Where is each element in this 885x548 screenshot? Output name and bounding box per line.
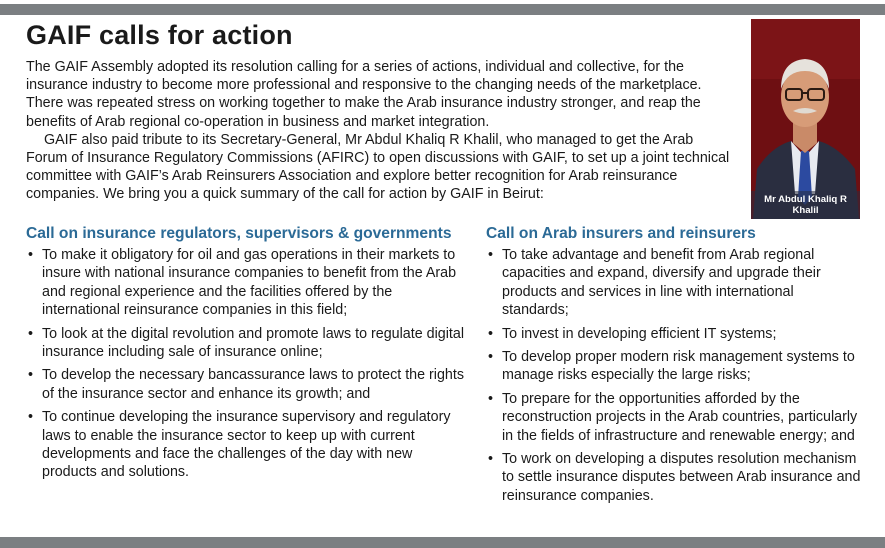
regulators-column [26,226,466,487]
insurers-list [486,246,862,505]
top-border-bar [0,4,885,15]
regulators-list [26,246,466,482]
list-item: • To develop proper modern risk management systems to manage risks especially the large risks; [486,348,862,385]
article-title: GAIF calls for action [26,20,293,50]
portrait-photo [751,19,860,219]
list-item: • To make it obligatory for oil and gas operations in their markets to insure with national insurance companies to benefit from the Arab and regional experience and the facilities offered by the international reinsurance companies in this field; [26,246,466,320]
regulators-heading: Call on insurance regulators, supervisors & governments [26,225,452,242]
portrait-illustration [751,19,860,219]
list-item: • To develop the necessary bancassurance laws to protect the rights of the insurance sector and enhance its growth; and [26,366,466,403]
list-item: • To work on developing a disputes resolution mechanism to settle insurance disputes between Arab insurance and reinsurance companies. [486,450,862,505]
article-intro [26,58,738,204]
list-item: • To invest in developing efficient IT systems; [486,325,862,343]
intro-paragraph-1: The GAIF Assembly adopted its resolution calling for a series of actions, individual and collective, for the insurance industry to become more professional and responsive to the changing needs of the marketplace. There was repeated stress on working together to make the Arab insurance industry stronger, and reap the benefits of Arab regional co-operation in business and market integration. [26,59,702,130]
list-item: • To take advantage and benefit from Arab regional capacities and expand, diversify and upgrade their products and services in line with international standards; [486,246,862,320]
photo-caption: Mr Abdul Khaliq R Khalil [764,194,847,216]
list-item: • To look at the digital revolution and promote laws to regulate digital insurance including sale of insurance online; [26,325,466,362]
insurers-column [486,226,862,510]
list-item: • To prepare for the opportunities afforded by the reconstruction projects in the Arab countries, particularly in the fields of infrastructure and renewable energy; and [486,390,862,445]
insurers-heading: Call on Arab insurers and reinsurers [486,225,756,242]
bottom-border-bar [0,537,885,548]
intro-paragraph-2: GAIF also paid tribute to its Secretary-General, Mr Abdul Khaliq R Khalil, who managed to get the Arab Forum of Insurance Regulatory Commissions (AFIRC) to open discussions with GAIF, to set up a joint technical committee with GAIF’s Arab Reinsurers Association and explore better recognition for Arab reinsurance companies. We bring you a quick summary of the call for action by GAIF in Beirut: [26,131,730,203]
list-item: • To continue developing the insurance supervisory and regulatory laws to enable the insurance sector to keep up with current developments and face the challenges of the day with new products and solutions. [26,408,466,482]
